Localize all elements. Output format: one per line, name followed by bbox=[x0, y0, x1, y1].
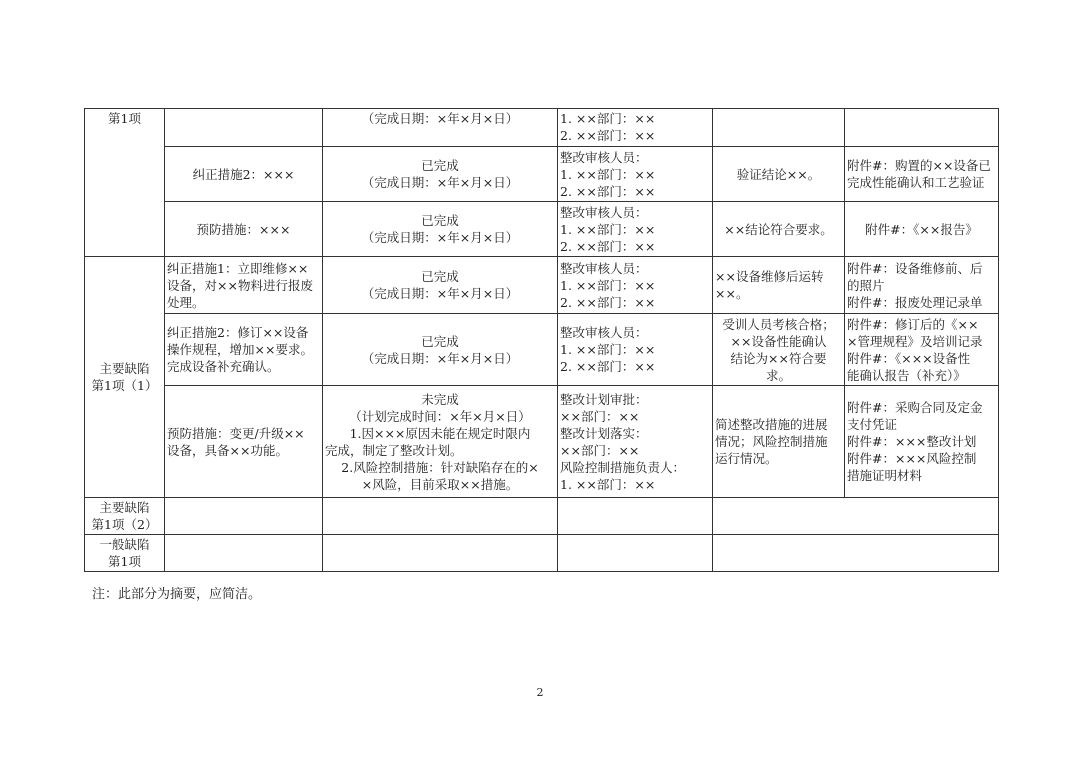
attachment-cell: 附件#：设备维修前、后 的照片 附件#：报废处理记录单 bbox=[845, 257, 999, 314]
verify-cell bbox=[713, 535, 999, 572]
measure-cell bbox=[165, 109, 323, 147]
verify-cell: ××结论符合要求。 bbox=[713, 202, 845, 257]
footnote: 注：此部分为摘要，应简洁。 bbox=[92, 587, 262, 602]
attachment-cell: 附件#：采购合同及定金 支付凭证 附件#：×××整改计划 附件#：×××风险控制 措施证明材料 bbox=[845, 386, 999, 498]
measure-cell: 纠正措施2：修订××设备 操作规程，增加××要求。 完成设备补充确认。 bbox=[165, 314, 323, 386]
reviewer-cell: 1. ××部门：×× 2. ××部门：×× bbox=[558, 109, 713, 147]
reviewer-cell bbox=[558, 498, 713, 535]
verify-cell: 简述整改措施的进展 情况；风险控制措施 运行情况。 bbox=[713, 386, 845, 498]
status-cell: 已完成 （完成日期：×年×月×日） bbox=[323, 147, 558, 202]
table-row bbox=[85, 147, 999, 202]
table-row bbox=[85, 257, 999, 314]
attachment-cell: 附件#：修订后的《×× ×管理规程》及培训记录 附件#：《×××设备性 能确认报告（补充）》 bbox=[845, 314, 999, 386]
reviewer-cell bbox=[558, 535, 713, 572]
measure-cell bbox=[165, 535, 323, 572]
table-row bbox=[85, 109, 999, 147]
reviewer-cell: 整改审核人员： 1. ××部门：×× 2. ××部门：×× bbox=[558, 147, 713, 202]
status-cell bbox=[323, 535, 558, 572]
measure-cell: 纠正措施2：××× bbox=[165, 147, 323, 202]
table-row bbox=[85, 498, 999, 535]
verify-cell: 受训人员考核合格； ××设备性能确认 结论为××符合要 求。 bbox=[713, 314, 845, 386]
page-number: 2 bbox=[536, 686, 544, 699]
table-row bbox=[85, 535, 999, 572]
reviewer-cell: 整改计划审批： ××部门：×× 整改计划落实： ××部门：×× 风险控制措施负责人： 1. ××部门：×× bbox=[558, 386, 713, 498]
item-label-cell: 主要缺陷 第1项（1） bbox=[85, 257, 165, 498]
table-row bbox=[85, 314, 999, 386]
verify-cell bbox=[713, 109, 845, 147]
status-cell: 已完成 （完成日期：×年×月×日） bbox=[323, 314, 558, 386]
measure-cell: 预防措施：变更/升级×× 设备，具备××功能。 bbox=[165, 386, 323, 498]
item-label-cell: 一般缺陷 第1项 bbox=[85, 535, 165, 572]
status-cell: 未完成 （计划完成时间：×年×月×日） 1.因×××原因未能在规定时限内 完成，制定了整改计划。 2.风险控制措施：针对缺陷存在的× ×风险，目前采取××措施。 bbox=[323, 386, 558, 498]
attachment-cell: 附件#：《××报告》 bbox=[845, 202, 999, 257]
attachment-cell: 附件#：购置的××设备已 完成性能确认和工艺验证 bbox=[845, 147, 999, 202]
verify-cell: 验证结论××。 bbox=[713, 147, 845, 202]
reviewer-cell: 整改审核人员： 1. ××部门：×× 2. ××部门：×× bbox=[558, 314, 713, 386]
item-label-cell: 主要缺陷 第1项（2） bbox=[85, 498, 165, 535]
attachment-cell bbox=[845, 109, 999, 147]
status-cell bbox=[323, 498, 558, 535]
item-label-cell: 第1项 bbox=[85, 109, 165, 257]
verify-cell bbox=[713, 498, 999, 535]
table-row bbox=[85, 386, 999, 498]
rectification-table bbox=[84, 108, 999, 572]
measure-cell: 预防措施：××× bbox=[165, 202, 323, 257]
measure-cell: 纠正措施1：立即维修×× 设备，对××物料进行报废 处理。 bbox=[165, 257, 323, 314]
reviewer-cell: 整改审核人员： 1. ××部门：×× 2. ××部门：×× bbox=[558, 202, 713, 257]
measure-cell bbox=[165, 498, 323, 535]
table-row bbox=[85, 202, 999, 257]
status-cell: （完成日期：×年×月×日） bbox=[323, 109, 558, 147]
verify-cell: ××设备维修后运转 ××。 bbox=[713, 257, 845, 314]
status-cell: 已完成 （完成日期：×年×月×日） bbox=[323, 257, 558, 314]
status-cell: 已完成 （完成日期：×年×月×日） bbox=[323, 202, 558, 257]
reviewer-cell: 整改审核人员： 1. ××部门：×× 2. ××部门：×× bbox=[558, 257, 713, 314]
